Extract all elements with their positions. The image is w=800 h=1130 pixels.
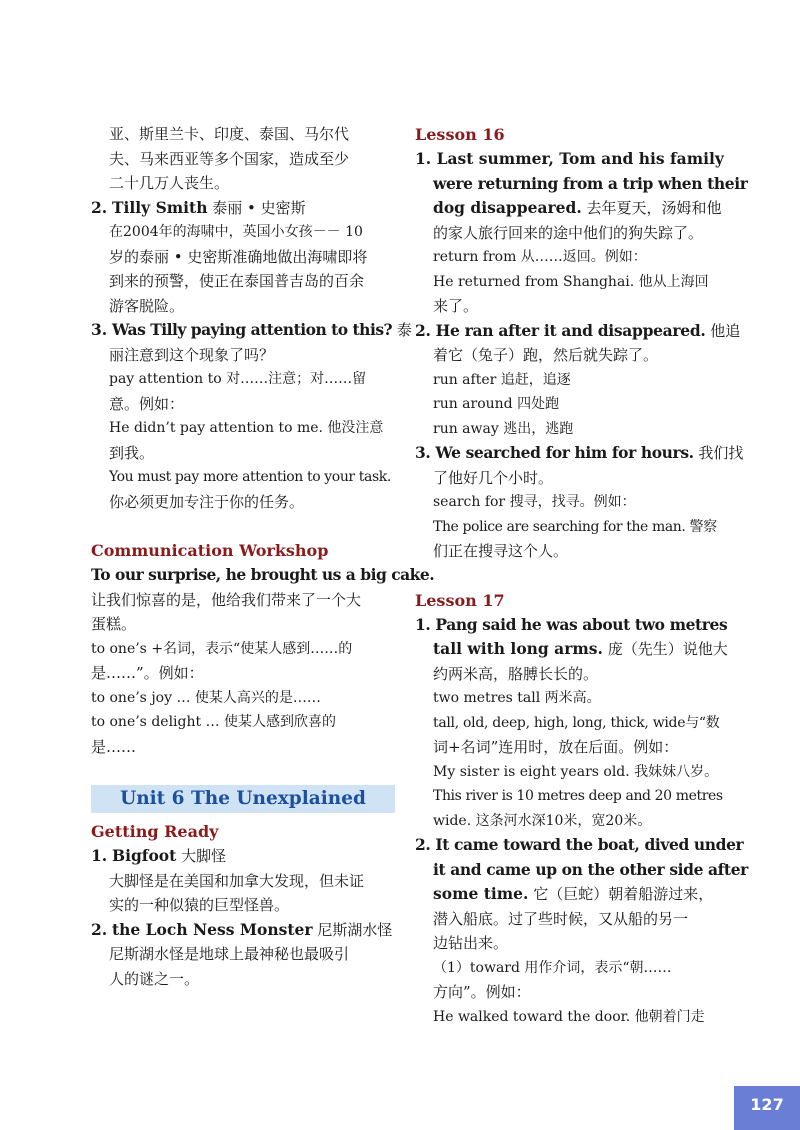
entry-line: run around 四处跑 (433, 396, 560, 412)
key-sentence: 1. Last summer, Tom and his family (415, 149, 724, 168)
entry-line: My sister is eight years old. 我妹妹八岁。 (433, 763, 719, 780)
key-sentence: dog disappeared. (433, 198, 582, 217)
entry-line: 的家人旅行回来的途中他们的狗失踪了。 (433, 223, 704, 242)
intro-line: 二十几万人丧生。 (109, 174, 230, 192)
key-sentence: were returning from a trip when their (433, 173, 748, 193)
key-sentence: some time. (433, 884, 529, 903)
entry-line: 词+名词”连用时，放在后面。例如： (433, 738, 679, 756)
entry-english: Bigfoot (111, 846, 177, 865)
entry-line: 是…… (91, 737, 137, 756)
entry-line: 意。例如： (109, 394, 185, 413)
entry-line: search for 搜寻，找寻。例如： (433, 494, 636, 510)
entry-number: 1. (91, 846, 108, 865)
entry-line: 大脚怪是在美国和加拿大发现，但未证 (109, 871, 365, 890)
entry-line: The police are searching for the man. 警察 (433, 518, 717, 535)
entry-english: the Loch Ness Monster (111, 919, 313, 939)
entry-line: 到我。 (109, 443, 155, 462)
entry-line: He walked toward the door. 他朝着门走 (433, 1008, 705, 1025)
entry-title (415, 196, 721, 221)
entry-line: （1）toward 用作介词，表示“朝…… (433, 959, 672, 976)
entry-line: He didn’t pay attention to me. 他没注意 (109, 420, 384, 436)
entry-title (91, 844, 395, 869)
key-sentence: 3. We searched for him for hours. (415, 443, 694, 462)
entry-line: 潜入船底。过了些时候，又从船的另一 (433, 909, 689, 928)
entry-line: 了他好几个小时。 (433, 468, 554, 487)
lesson-heading: Lesson 17 (415, 590, 505, 610)
entry-line: 边钻出来。 (433, 934, 509, 952)
lesson-heading: Lesson 16 (415, 125, 505, 144)
entry-line: run after 追赶，追逐 (433, 371, 571, 388)
entry-line: wide. 这条河水深10米，宽20米。 (433, 812, 652, 829)
key-sentence: To our surprise, he brought us a big cake. (91, 565, 435, 584)
page-number: 127 (734, 1086, 800, 1130)
key-sentence: tall with long arms. (433, 639, 603, 658)
intro-line: 夫、马来西亚等多个国家，造成至少 (109, 149, 350, 168)
entry-chinese: 大脚怪 (181, 847, 227, 865)
entry-line: to one’s delight … 使某人感到欣喜的 (91, 714, 337, 730)
entry-line: 们正在搜寻这个人。 (433, 542, 569, 560)
entry-chinese: 泰 (396, 321, 412, 339)
left-column (91, 122, 435, 991)
right-column (415, 122, 748, 1029)
entry-line: 岁的泰丽 • 史密斯准确地做出海啸即将 (109, 247, 368, 266)
entry-line: to one’s joy … 使某人高兴的是…… (91, 689, 321, 706)
entry-line: 尼斯湖水怪是地球上最神秘也最吸引 (109, 945, 350, 963)
entry-line: two metres tall 两米高。 (433, 690, 601, 706)
entry-line: 你必须更加专注于你的任务。 (109, 492, 305, 511)
entry-line: to one’s +名词，表示“使某人感到……的 (91, 640, 353, 657)
entry-number: 2. (91, 197, 108, 217)
entry-chinese: 庞（先生）说他大 (607, 640, 728, 658)
entry-title (415, 882, 721, 907)
key-sentence: it and came up on the other side after (433, 859, 748, 879)
entry-line: This river is 10 metres deep and 20 metres (433, 788, 723, 804)
section-heading: Communication Workshop (91, 541, 329, 560)
entry-line: 约两米高，胳膊长长的。 (433, 664, 599, 683)
entry-chinese: 泰丽 • 史密斯 (212, 198, 306, 217)
entry-chinese: 我们找 (698, 444, 744, 462)
entry-title (415, 319, 741, 344)
entry-line: return from 从……返回。例如： (433, 249, 647, 265)
entry-english: Tilly Smith (111, 197, 208, 217)
unit-title: Unit 6 The Unexplained (91, 785, 395, 813)
entry-line: He returned from Shanghai. 他从上海回 (433, 273, 709, 290)
entry-line: 在2004年的海啸中，英国小女孩－－ 10 (109, 224, 363, 240)
entry-title (91, 918, 395, 943)
entry-title (91, 318, 412, 343)
intro-line: 亚、斯里兰卡、印度、泰国、马尔代 (109, 125, 350, 143)
entry-title (91, 196, 395, 221)
entry-line: 游客脱险。 (109, 296, 185, 315)
entry-line: You must pay more attention to your task. (109, 469, 391, 485)
entry-line: 到来的预警，使正在泰国普吉岛的百余 (109, 272, 365, 290)
entry-title (415, 637, 728, 662)
section-heading: Getting Ready (91, 822, 219, 841)
entry-chinese: 尼斯湖水怪 (317, 920, 393, 939)
entry-line: pay attention to 对……注意；对……留 (109, 371, 367, 387)
entry-line: 实的一种似猿的巨型怪兽。 (109, 896, 290, 914)
entry-line: 方向”。例如： (433, 983, 531, 1001)
entry-line: 是……”。例如： (91, 664, 204, 682)
entry-chinese: 去年夏天，汤姆和他 (586, 199, 722, 217)
entry-line: run away 逃出，逃跑 (433, 420, 574, 437)
entry-number: 2. (91, 919, 108, 939)
entry-number: 3. (91, 320, 108, 339)
entry-title (415, 441, 744, 466)
entry-line: 丽注意到这个现象了吗？ (109, 345, 275, 364)
entry-line: tall, old, deep, high, long, thick, wide与“数 (433, 714, 720, 731)
key-sentence: 1. Pang said he was about two metres (415, 614, 728, 634)
entry-line: 来了。 (433, 297, 479, 315)
entry-line: 蛋糕。 (91, 615, 137, 633)
entry-line: 让我们惊喜的是，他给我们带来了一个大 (91, 590, 362, 609)
entry-line: 人的谜之一。 (109, 969, 200, 988)
key-sentence: 2. He ran after it and disappeared. (415, 320, 706, 340)
entry-english: Was Tilly paying attention to this? (111, 320, 393, 339)
entry-chinese: 它（巨蛇）朝着船游过来， (533, 885, 714, 903)
entry-line: 着它（兔子）跑，然后就失踪了。 (433, 346, 659, 364)
key-sentence: 2. It came toward the boat, dived under (415, 835, 744, 854)
entry-chinese: 他追 (710, 321, 741, 340)
